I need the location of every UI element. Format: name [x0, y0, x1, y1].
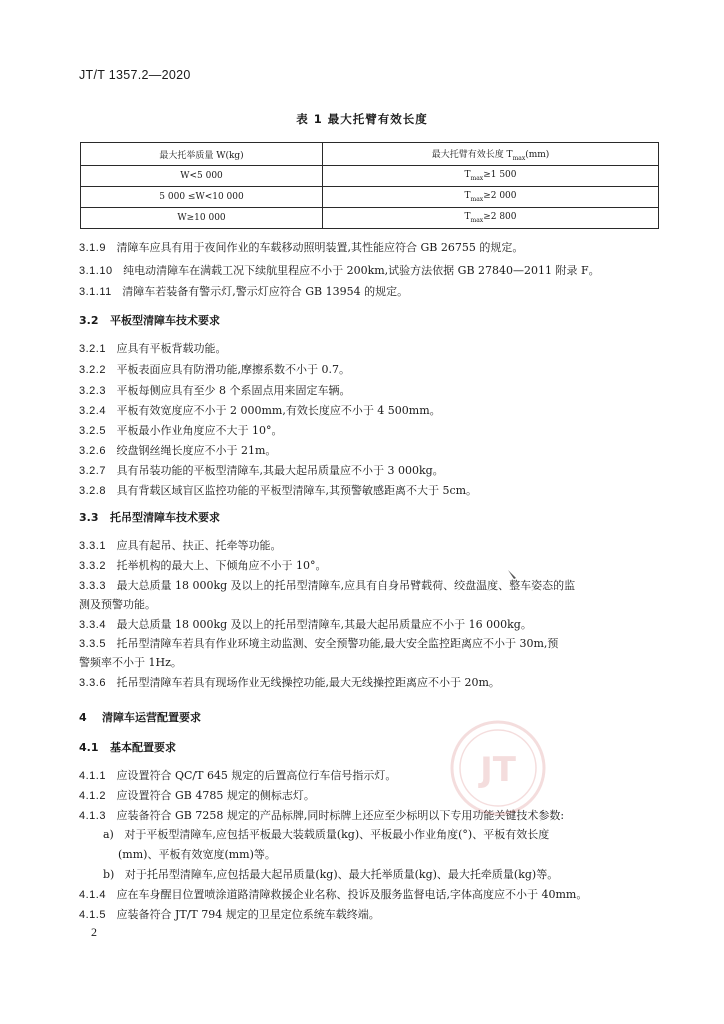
cell-length: $T_{max}\ge 1$ 500	[323, 166, 659, 187]
clause-4-1-2: 4.1.2 应设置符合 GB 4785 规定的侧标志灯。	[79, 789, 315, 802]
clause-3-2-5: 3.2.5 平板最小作业角度应不大于 10°。	[79, 424, 283, 437]
cell-mass: W≥10 000	[81, 208, 323, 229]
clause-3-2-1: 3.2.1 应具有平板背载功能。	[79, 342, 227, 355]
clause-3-2-2: 3.2.2 平板表面应具有防滑功能,摩擦系数不小于 0.7。	[79, 363, 350, 376]
clause-4-1-3-a-cont: (mm)、平板有效宽度(mm)等。	[118, 848, 276, 861]
running-header-standard: JT/T 1357.2—2020	[79, 68, 191, 82]
section-4-heading: 4 清障车运营配置要求	[79, 711, 201, 724]
cell-mass: W<5 000	[81, 166, 323, 187]
page-number: 2	[91, 925, 97, 939]
clause-4-1-3-b: b) 对于托吊型清障车,应包括最大起吊质量(kg)、最大托举质量(kg)、最大托牵质量(kg)等。	[103, 868, 559, 881]
cell-mass: 5 000 ≤W<10 000	[81, 187, 323, 208]
header-max-lift-mass: 最大托举质量 W(kg)	[81, 143, 323, 166]
clause-3-3-3: 3.3.3 最大总质量 18 000kg 及以上的托吊型清障车,应具有自身吊臂载荷、绞盘温度、整车姿态的监	[79, 579, 576, 592]
header-max-arm-length: 最大托臂有效长度 $T_{max}(mm)$	[323, 143, 659, 166]
clause-3-1-11: 3.1.11 清障车若装备有警示灯,警示灯应符合 GB 13954 的规定。	[79, 285, 409, 298]
table-row	[81, 166, 659, 187]
clause-4-1-4: 4.1.4 应在车身醒目位置喷涂道路清障救援企业名称、投诉及服务监督电话,字体高度应不小于 40mm。	[79, 888, 588, 901]
clause-3-3-5-cont: 警频率不小于 1Hz。	[79, 656, 182, 669]
cell-length: $T_{max}\ge 2$ 000	[323, 187, 659, 208]
clause-4-1-3: 4.1.3 应装备符合 GB 7258 规定的产品标牌,同时标牌上还应至少标明以下专用功能关键技术参数:	[79, 809, 565, 822]
svg-text:JT: JT	[480, 750, 516, 790]
clause-3-2-7: 3.2.7 具有吊装功能的平板型清障车,其最大起吊质量应不小于 3 000kg。	[79, 464, 444, 477]
table-row	[81, 208, 659, 229]
clause-3-3-1: 3.3.1 应具有起吊、扶正、托牵等功能。	[79, 539, 282, 552]
clause-3-2-4: 3.2.4 平板有效宽度应不小于 2 000mm,有效长度应不小于 4 500mm。	[79, 404, 441, 417]
jt-watermark-stamp	[448, 718, 548, 818]
table-row	[81, 187, 659, 208]
max-arm-length-table	[80, 142, 659, 229]
clause-3-3-6: 3.3.6 托吊型清障车若具有现场作业无线操控功能,最大无线操控距离应不小于 20m。	[79, 676, 500, 689]
section-4-1-heading: 4.1 基本配置要求	[79, 741, 176, 754]
clause-3-1-10: 3.1.10 纯电动清障车在满载工况下续航里程应不小于 200km,试验方法依据 GB 27840—2011 附录 F。	[79, 264, 600, 277]
table-caption: 表 1 最大托臂有效长度	[296, 112, 428, 126]
section-3-3-heading: 3.3 托吊型清障车技术要求	[79, 511, 220, 524]
clause-3-3-4: 3.3.4 最大总质量 18 000kg 及以上的托吊型清障车,其最大起吊质量应不小于 16 000kg。	[79, 618, 532, 631]
clause-4-1-1: 4.1.1 应设置符合 QC/T 645 规定的后置高位行车信号指示灯。	[79, 769, 397, 782]
clause-3-1-9: 3.1.9 清障车应具有用于夜间作业的车载移动照明装置,其性能应符合 GB 26755 的规定。	[79, 241, 524, 254]
clause-3-3-5: 3.3.5 托吊型清障车若具有作业环境主动监测、安全预警功能,最大安全监控距离应不小于 30m,预	[79, 637, 559, 650]
clause-3-2-8: 3.2.8 具有背载区域盲区监控功能的平板型清障车,其预警敏感距离不大于 5cm。	[79, 484, 478, 497]
cell-length: $T_{max}\ge 2$ 800	[323, 208, 659, 229]
clause-3-3-2: 3.3.2 托举机构的最大上、下倾角应不小于 10°。	[79, 559, 327, 572]
clause-3-3-3-cont: 测及预警功能。	[79, 598, 156, 611]
table-header-row	[81, 143, 659, 166]
clause-3-2-3: 3.2.3 平板每侧应具有至少 8 个系固点用来固定车辆。	[79, 384, 351, 397]
clause-4-1-3-a: a) 对于平板型清障车,应包括平板最大装载质量(kg)、平板最小作业角度(°)、平板有效长度	[103, 828, 550, 841]
clause-4-1-5: 4.1.5 应装备符合 JT/T 794 规定的卫星定位系统车载终端。	[79, 908, 380, 921]
clause-3-2-6: 3.2.6 绞盘钢丝绳长度应不小于 21m。	[79, 444, 277, 457]
section-3-2-heading: 3.2 平板型清障车技术要求	[79, 314, 220, 327]
pen-mark-icon	[506, 568, 520, 582]
